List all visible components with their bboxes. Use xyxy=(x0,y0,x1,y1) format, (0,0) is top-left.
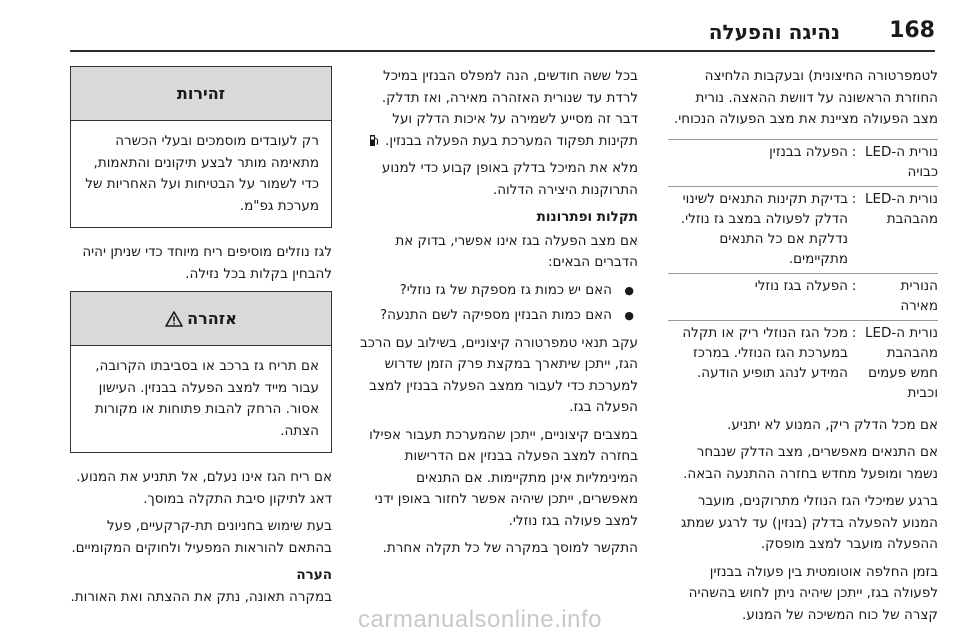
table-term: נורית ה-LED מהבהבת xyxy=(860,186,938,273)
led-status-table xyxy=(668,139,938,407)
page-number: 168 xyxy=(889,18,935,43)
table-row: נורית ה-LED מהבהבת : בדיקת תקינות התנאים לשינוי הדלק לפעולה במצב גז נוזלי. נדלקת אם כל התנאים מתקיימים. xyxy=(668,186,938,273)
table-term: נורית ה-LED כבויה xyxy=(860,139,938,186)
caution-body: רק לעובדים מוסמכים ובעלי הכשרה מתאימה מותר לבצע תיקונים והתאמות, כדי לשמור על הבטיחות ועל האחריות של מערכת גפ"מ. xyxy=(85,133,319,214)
paragraph: התקשר למוסך במקרה של כל תקלה אחרת. xyxy=(382,540,638,556)
paragraph: בזמן החלפה אוטומטית בין פעולה בבנזין לפעולה בגז, ייתכן שיהיה ניתן לחוש בהשהיה קצרה של כוח המשיכה של המנוע. xyxy=(688,563,938,623)
paragraph: עקב תנאי טמפרטורה קיצוניים, בשילוב עם הרכב הגז, ייתכן שיתארך במקצת פרק הזמן שדרוש למערכת כדי לעבור ממצב הפעלה בבנזין למצב הפעלה בגז. xyxy=(359,334,638,415)
column-middle xyxy=(358,66,638,566)
paragraph: מלא את המיכל בדלק באופן קבוע כדי למנוע התרוקנות היצירה הדלוה. xyxy=(381,160,638,198)
paragraph: אם מצב הפעלה בגז אינו אפשרי, בדוק את הדברים הבאים: xyxy=(395,232,638,270)
page-header xyxy=(70,16,935,52)
paragraph: במצבים קיצוניים, ייתכן שהמערכת תעבור אפילו בחזרה למצב הפעלה בבנזין אם הדרישות המינימליות אינן מתקיימות. אם התנאים מאפשרים, ייתכן שיהיה אפשר לחזור באופן ידני למצב פעולה בגז נוזלי. xyxy=(369,426,638,529)
watermark: carmanualsonline.info xyxy=(358,606,602,633)
section-heading: תקלות ופתרונות xyxy=(536,209,638,225)
note-title: הערה xyxy=(296,567,332,583)
paragraph: אם התנאים מאפשרים, מצב הדלק שנבחר נשמר ומופעל מחדש בחזרה ההתנעה הבאה. xyxy=(683,444,938,482)
table-definition: הפעלה בגז נוזלי xyxy=(668,273,848,320)
table-row: הנורית מאירה : הפעלה בגז נוזלי xyxy=(668,273,938,320)
warning-body: אם תריח גז ברכב או בסביבתו הקרובה, עבור מייד למצב הפעלה בבנזין. העישון אסור. הרחק להבות פתוחות או מקורות הצתה. xyxy=(94,358,319,439)
chapter-title: נהיגה והפעלה xyxy=(708,20,840,44)
fuel-pump-icon xyxy=(369,134,379,147)
table-definition: מכל הגז הנוזלי ריק או תקלה במערכת הגז הנוזלי. במרכז המידע לנהג תופיע הודעה. xyxy=(668,320,848,407)
column-right xyxy=(668,66,938,632)
paragraph: בכל ששה חודשים, הנה למפלס הבנזין במיכל לרדת עד שנורית האזהרה מאירה, ואז תדלק. דבר זה מסייע לשמירה על איכות הדלק ועל תקינות תפקוד המערכת בעת הפעלה בבנזין. xyxy=(358,66,638,152)
paragraph: ברגע שמיכלי הגז הנוזלי מתרוקנים, מועבר המנוע להפעלה בדלק (בנזין) עד לרגע שמתג ההפעלה מועבר למצב מופסק. xyxy=(681,493,938,552)
table-term: הנורית מאירה xyxy=(860,273,938,320)
paragraph: אם ריח הגז אינו נעלם, אל תתניע את המנוע. דאג לתיקון סיבת התקלה במוסך. xyxy=(76,469,332,507)
checklist xyxy=(358,280,638,327)
table-row: נורית ה-LED מהבהבת חמש פעמים וכבית : מכל הגז הנוזלי ריק או תקלה במערכת הגז הנוזלי. במרכז המידע לנהג תופיע הודעה. xyxy=(668,320,938,407)
note-body: במקרה תאונה, נתק את ההצתה ואת האורות. xyxy=(70,588,332,605)
table-definition: הפעלה בבנזין xyxy=(668,139,848,186)
paragraph: לגז נוזלים מוסיפים ריח מיוחד כדי שניתן יהיה להבחין בקלות בכל נזילה. xyxy=(82,244,332,282)
column-left xyxy=(70,66,332,614)
warning-title: אזהרה xyxy=(187,308,237,328)
paragraph: בעת שימוש בחניונים תת-קרקעיים, פעל בהתאם להוראות המפעיל ולחוקים המקומיים. xyxy=(71,518,332,556)
warning-triangle-icon xyxy=(165,311,183,327)
list-item: ● האם יש כמות גז מספקת של גז נוזלי? xyxy=(358,280,638,302)
warning-box xyxy=(70,291,332,453)
list-item: ● האם כמות הבנזין מספיקה לשם התנעה? xyxy=(358,305,638,327)
warning-header xyxy=(71,292,331,346)
intro-paragraph: לטמפרטורה החיצונית) ובעקבות הלחיצה החוזרת הראשונה על דוושת ההאצה. נורית מצב הפעולה מציינת את מצב הפעולה הנכוחי. xyxy=(673,68,938,127)
table-term: נורית ה-LED מהבהבת חמש פעמים וכבית xyxy=(860,320,938,407)
caution-box xyxy=(70,66,332,228)
paragraph: אם מכל הדלק ריק, המנוע לא יתניע. xyxy=(727,416,938,433)
table-definition: בדיקת תקינות התנאים לשינוי הדלק לפעולה במצב גז נוזלי. נדלקת אם כל התנאים מתקיימים. xyxy=(668,186,848,273)
caution-title: זהירות xyxy=(71,67,331,121)
table-row: נורית ה-LED כבויה : הפעלה בבנזין xyxy=(668,139,938,186)
